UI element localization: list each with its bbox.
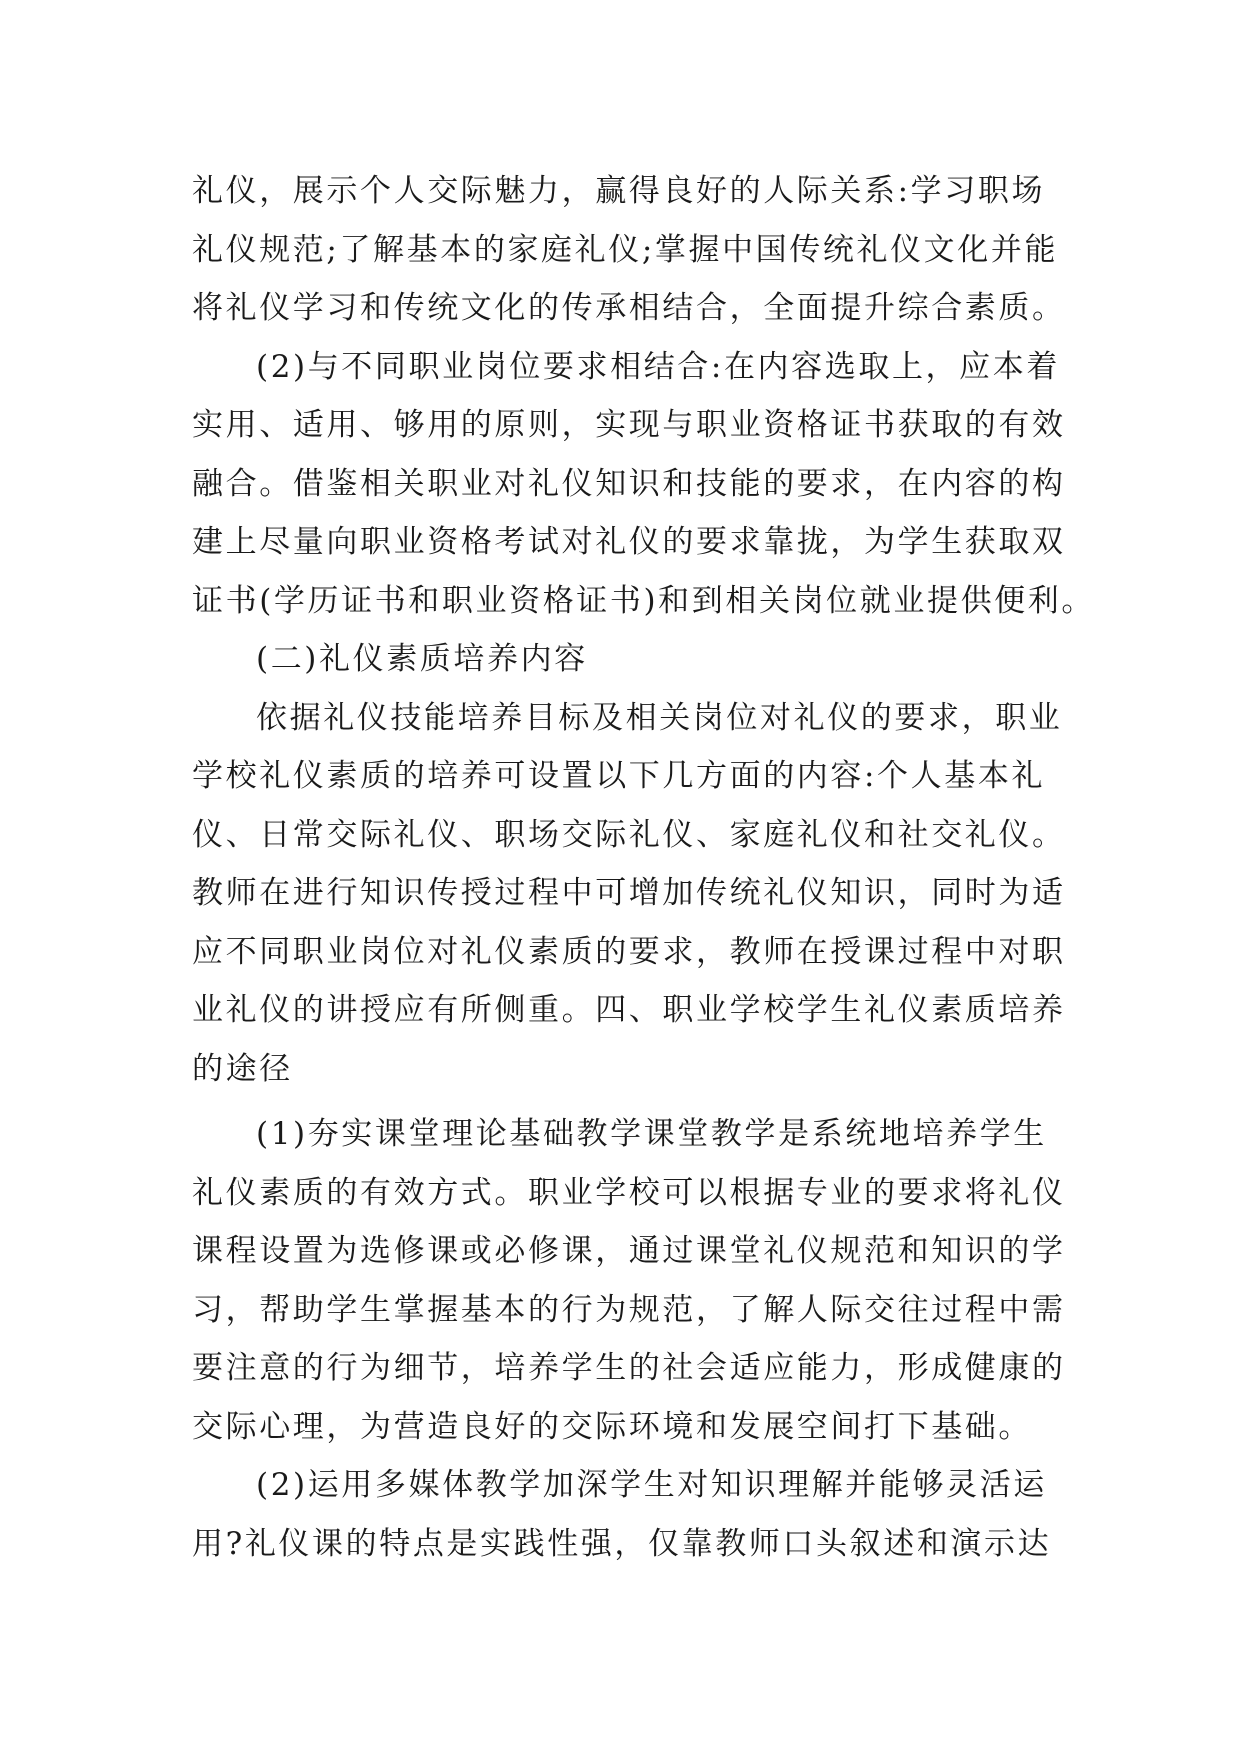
text-line: 礼仪，展示个人交际魅力，赢得良好的人际关系:学习职场 xyxy=(192,173,1046,209)
text-line: 的途径 xyxy=(192,1050,293,1087)
text-line: 融合。借鉴相关职业对礼仪知识和技能的要求，在内容的构 xyxy=(192,465,1066,502)
text-line: 要注意的行为细节，培养学生的社会适应能力，形成健康的 xyxy=(192,1350,1066,1386)
text-line: 业礼仪的讲授应有所侧重。四、职业学校学生礼仪素质培养 xyxy=(192,992,1066,1028)
text-line: 将礼仪学习和传统文化的传承相结合，全面提升综合素质。 xyxy=(192,290,1066,326)
paragraph-start-line: 依据礼仪技能培养目标及相关岗位对礼仪的要求，职业 xyxy=(256,699,1063,736)
text-line: 礼仪规范;了解基本的家庭礼仪;掌握中国传统礼仪文化并能 xyxy=(192,231,1059,268)
text-line: 课程设置为选修课或必修课，通过课堂礼仪规范和知识的学 xyxy=(192,1233,1066,1269)
paragraph-start-line: (1)夯实课堂理论基础教学课堂教学是系统地培养学生 xyxy=(256,1116,1047,1152)
section-heading: (二)礼仪素质培养内容 xyxy=(256,641,588,677)
text-line: 学校礼仪素质的培养可设置以下几方面的内容:个人基本礼 xyxy=(192,758,1046,794)
text-line: 建上尽量向职业资格考试对礼仪的要求靠拢，为学生获取双 xyxy=(192,524,1066,560)
paragraph-start-line: (2)与不同职业岗位要求相结合:在内容选取上，应本着 xyxy=(256,348,1060,385)
text-line: 教师在进行知识传授过程中可增加传统礼仪知识，同时为适 xyxy=(192,875,1066,911)
paragraph-start-line: (2)运用多媒体教学加深学生对知识理解并能够灵活运 xyxy=(256,1467,1047,1503)
text-line: 用?礼仪课的特点是实践性强，仅靠教师口头叙述和演示达 xyxy=(192,1525,1052,1562)
text-line: 证书(学历证书和职业资格证书)和到相关岗位就业提供便利。 xyxy=(192,582,1095,619)
text-line: 应不同职业岗位对礼仪素质的要求，教师在授课过程中对职 xyxy=(192,933,1066,970)
text-line: 仪、日常交际礼仪、职场交际礼仪、家庭礼仪和社交礼仪。 xyxy=(192,816,1066,853)
text-line: 实用、适用、够用的原则，实现与职业资格证书获取的有效 xyxy=(192,407,1066,443)
text-line: 交际心理，为营造良好的交际环境和发展空间打下基础。 xyxy=(192,1408,1032,1445)
text-line: 习，帮助学生掌握基本的行为规范，了解人际交往过程中需 xyxy=(192,1291,1066,1328)
body-text xyxy=(192,162,1095,1573)
text-line: 礼仪素质的有效方式。职业学校可以根据专业的要求将礼仪 xyxy=(192,1174,1066,1211)
